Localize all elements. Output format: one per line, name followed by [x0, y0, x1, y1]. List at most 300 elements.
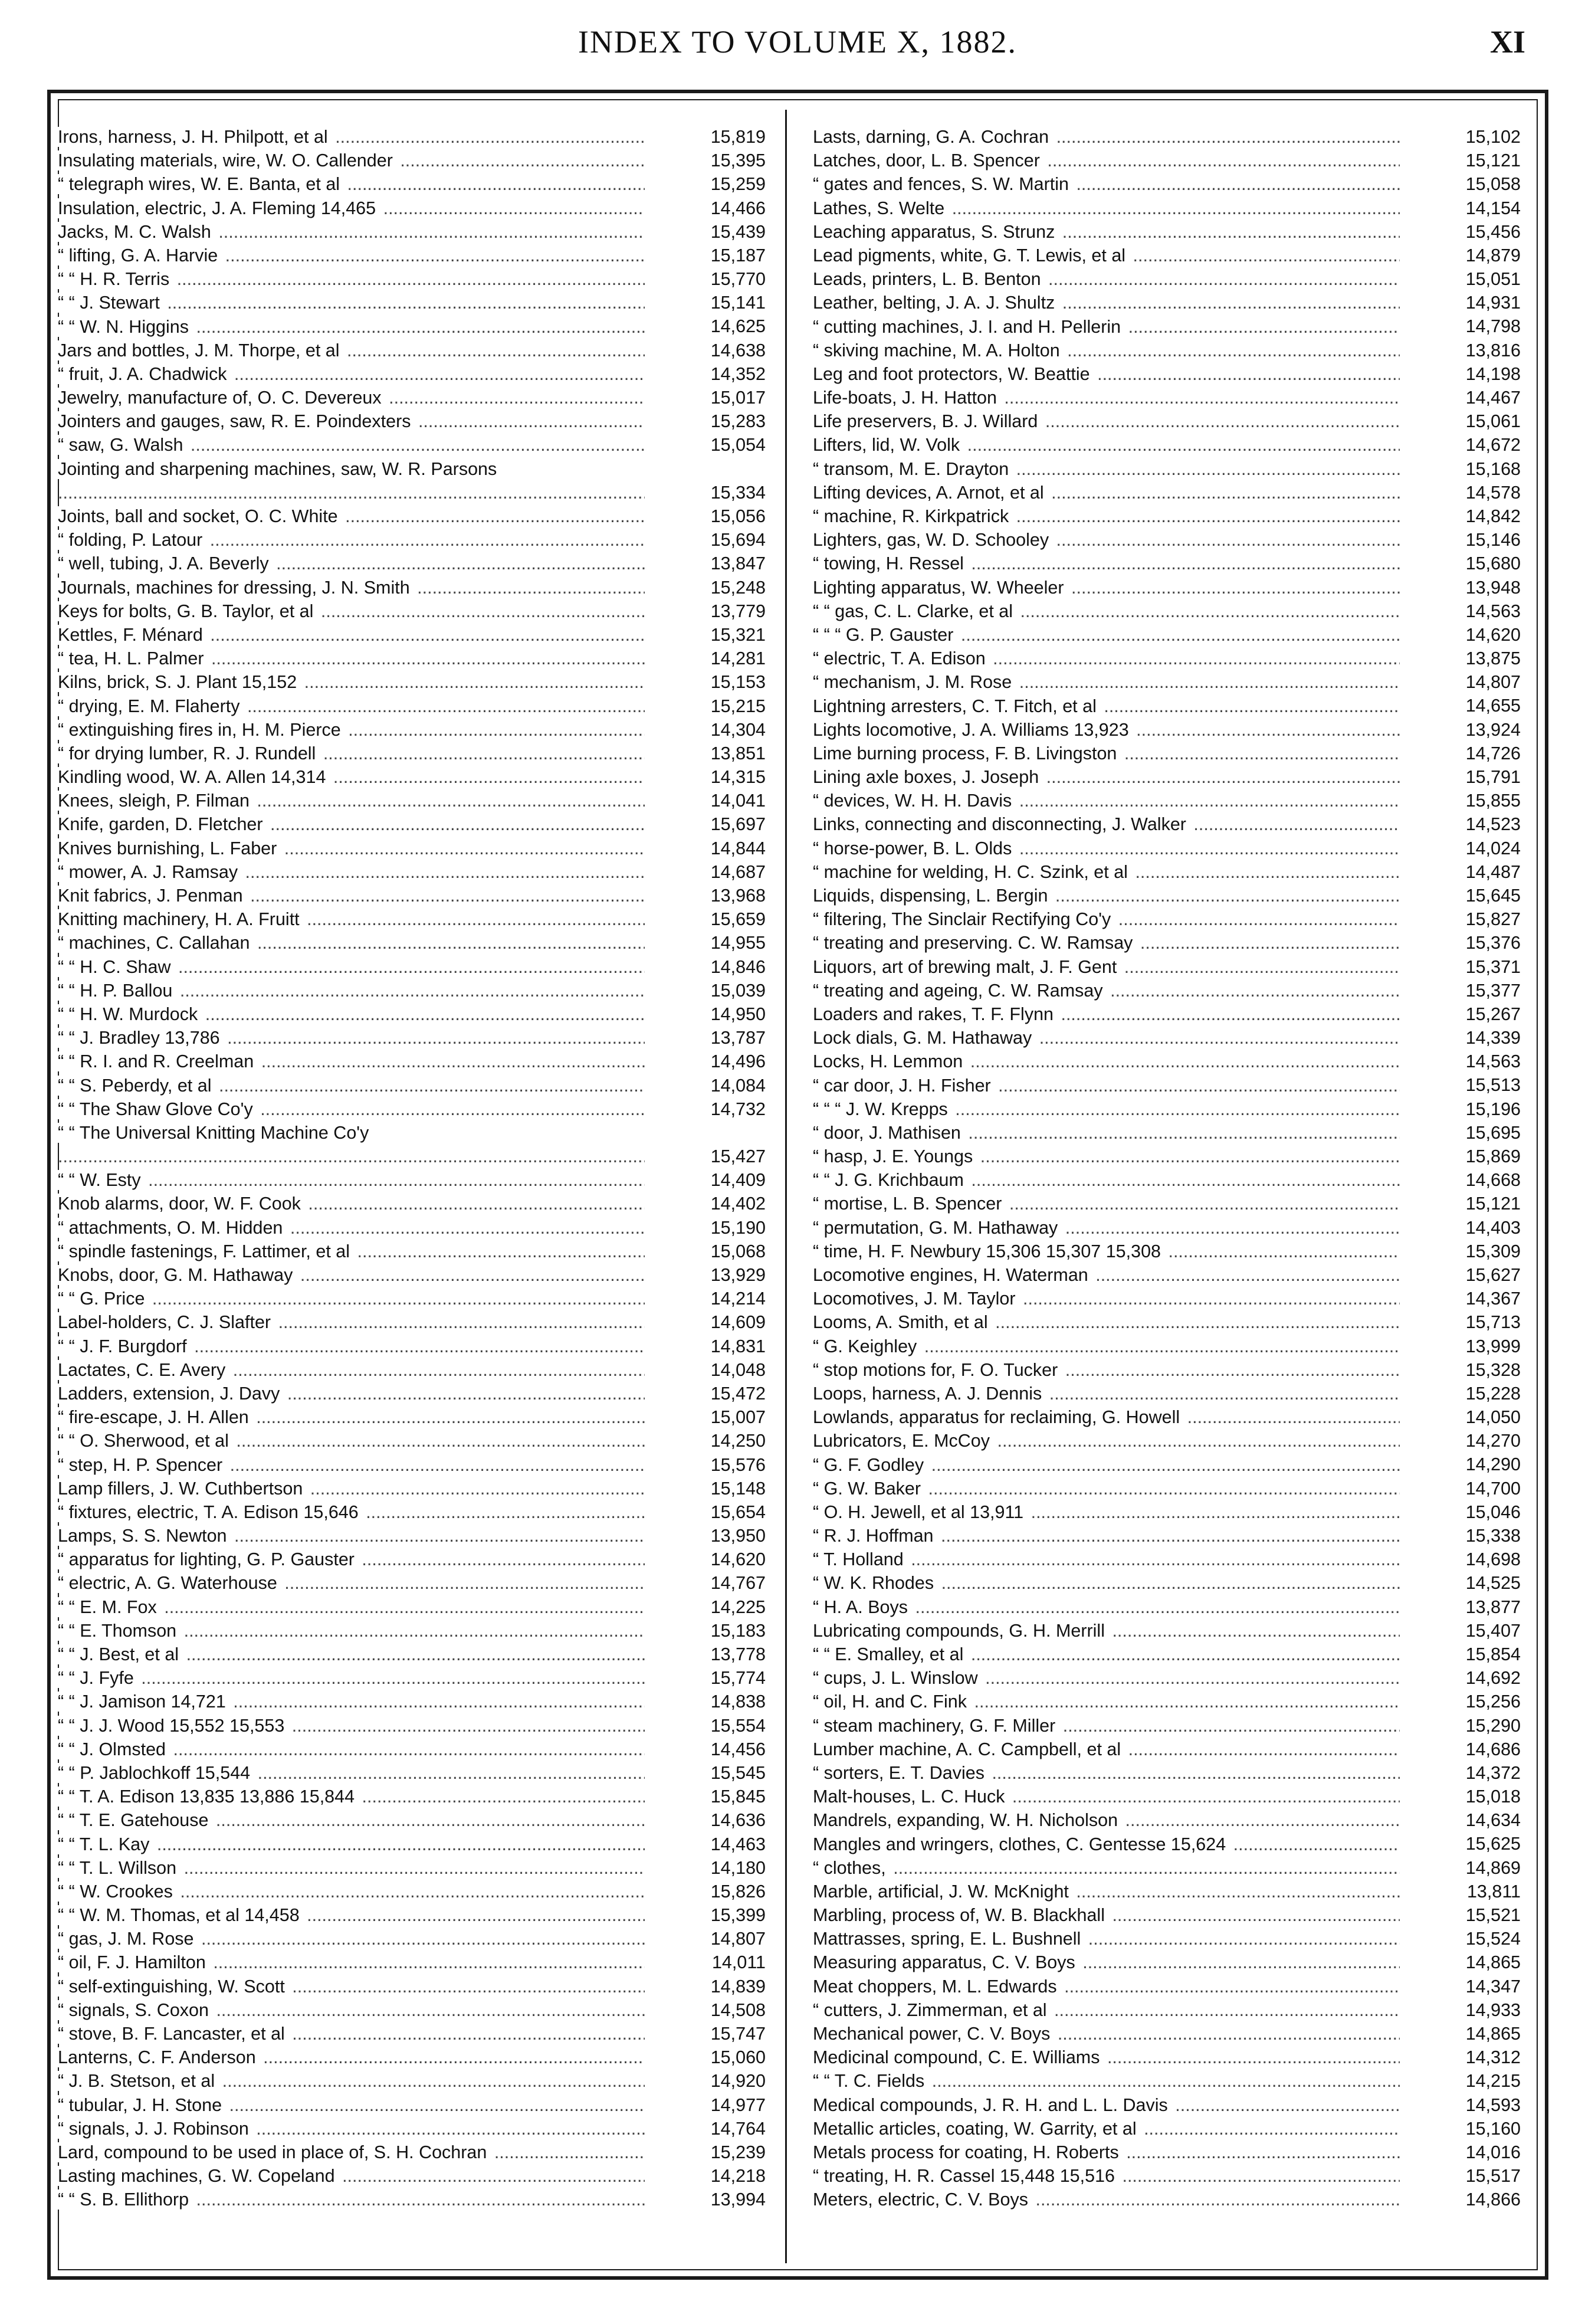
- index-entry: [58, 647, 766, 670]
- entry-label: [58, 1833, 645, 1856]
- entry-text: “ saw, G. Walsh: [58, 435, 185, 455]
- entry-text: “ “ J. Olmsted: [58, 1739, 168, 1759]
- entry-number: 14,225: [710, 1597, 766, 1617]
- index-entry: [58, 1856, 766, 1880]
- index-entry: [813, 1382, 1521, 1405]
- index-entry: [813, 765, 1521, 789]
- entry-text: Leg and foot protectors, W. Beattie: [813, 364, 1092, 384]
- entry-text: “ “ The Shaw Glove Co'y: [58, 1099, 255, 1119]
- entry-text: “ signals, J. J. Robinson: [58, 2119, 251, 2139]
- entry-text: “ “ T. A. Edison 13,835 13,886 15,844: [58, 1787, 357, 1807]
- entry-text: “ “ J. Fyfe: [58, 1668, 136, 1688]
- entry-label: [813, 291, 1400, 314]
- index-entry: [813, 1808, 1521, 1832]
- entry-number: 15,439: [710, 221, 766, 242]
- entry-text: Locomotives, J. M. Taylor: [813, 1289, 1018, 1309]
- entry-text: “ treating and ageing, C. W. Ramsay: [813, 981, 1105, 1001]
- entry-text: Lead pigments, white, G. T. Lewis, et al: [813, 245, 1128, 265]
- entry-label: [58, 1429, 645, 1453]
- entry-text: “ O. H. Jewell, et al 13,911: [813, 1502, 1026, 1522]
- entry-text: “ fire-escape, J. H. Allen: [58, 1407, 251, 1427]
- entry-number: 15,121: [1465, 1194, 1521, 1214]
- entry-text: “ for drying lumber, R. J. Rundell: [58, 743, 318, 763]
- entry-label: [58, 884, 645, 907]
- entry-text: Loops, harness, A. J. Dennis: [813, 1384, 1044, 1404]
- entry-text: “ “ gas, C. L. Clarke, et al: [813, 601, 1015, 621]
- entry-number: 14,798: [1465, 316, 1521, 337]
- index-entry: [58, 362, 766, 386]
- entry-label: [813, 765, 1400, 789]
- index-entry: [813, 955, 1521, 979]
- entry-number: 14,844: [710, 838, 766, 858]
- entry-label: [58, 1192, 645, 1215]
- entry-label: [58, 1808, 645, 1832]
- index-entry: [813, 1358, 1521, 1382]
- right-column: [813, 125, 1521, 2258]
- entry-number: 15,697: [710, 814, 766, 835]
- index-entry: [58, 623, 766, 647]
- entry-number: 14,563: [1465, 1051, 1521, 1072]
- entry-label: [58, 1121, 645, 1168]
- entry-number: 14,339: [1465, 1028, 1521, 1048]
- entry-label: [58, 1002, 645, 1026]
- entry-number: 14,048: [710, 1359, 766, 1380]
- entry-number: 15,056: [710, 506, 766, 526]
- entry-label: [813, 955, 1400, 979]
- entry-number: 14,726: [1465, 743, 1521, 763]
- entry-text: Malt-houses, L. C. Huck: [813, 1787, 1007, 1807]
- entry-number: 15,018: [1465, 1787, 1521, 1807]
- entry-text: Mangles and wringers, clothes, C. Gentesse 15,624: [813, 1834, 1228, 1854]
- entry-number: 15,869: [1465, 1146, 1521, 1167]
- entry-number: 14,620: [1465, 624, 1521, 645]
- index-entry: [813, 1405, 1521, 1429]
- entry-number: 14,024: [1465, 838, 1521, 858]
- entry-text: Lighting apparatus, W. Wheeler: [813, 578, 1066, 598]
- index-entry: [58, 504, 766, 528]
- entry-label: [813, 1026, 1400, 1050]
- entry-label: [813, 1833, 1400, 1856]
- entry-number: 14,372: [1465, 1762, 1521, 1783]
- entry-number: 14,687: [710, 861, 766, 882]
- entry-label: [813, 1074, 1400, 1097]
- entry-label: [58, 1335, 645, 1358]
- entry-number: 15,627: [1465, 1264, 1521, 1285]
- entry-label: [58, 1500, 645, 1524]
- entry-number: 15,513: [1465, 1075, 1521, 1096]
- entry-label: [813, 196, 1400, 220]
- entry-number: 14,508: [710, 2000, 766, 2020]
- entry-text: “ “ W. Crookes: [58, 1882, 175, 1902]
- entry-text: “ G. W. Baker: [813, 1479, 923, 1499]
- entry-label: [58, 267, 645, 291]
- entry-label: [58, 576, 645, 599]
- index-entry: [58, 386, 766, 409]
- entry-label: [813, 931, 1400, 955]
- index-entry: [58, 1927, 766, 1951]
- entry-label: [813, 362, 1400, 386]
- index-entry: [58, 1571, 766, 1595]
- entry-label: [58, 765, 645, 789]
- index-entry: [58, 1761, 766, 1785]
- entry-number: 13,999: [1465, 1336, 1521, 1356]
- entry-number: 13,816: [1465, 340, 1521, 360]
- index-entry: [813, 1145, 1521, 1168]
- entry-text: “ well, tubing, J. A. Beverly: [58, 553, 271, 573]
- entry-label: [813, 1002, 1400, 1026]
- entry-text: Metallic articles, coating, W. Garrity, et al: [813, 2119, 1139, 2139]
- entry-number: 15,039: [710, 980, 766, 1001]
- entry-number: 15,309: [1465, 1241, 1521, 1261]
- entry-text: Loaders and rakes, T. F. Flynn: [813, 1004, 1056, 1024]
- page-header: [0, 24, 1595, 65]
- entry-label: [58, 1382, 645, 1405]
- entry-text: Kettles, F. Ménard: [58, 625, 205, 645]
- entry-label: [813, 1690, 1400, 1713]
- index-entry: [813, 623, 1521, 647]
- entry-number: 15,770: [710, 269, 766, 290]
- entry-number: 14,764: [710, 2118, 766, 2139]
- entry-number: 13,875: [1465, 648, 1521, 669]
- entry-label: [813, 1548, 1400, 1571]
- entry-number: 14,865: [1465, 1952, 1521, 1973]
- entry-number: 14,838: [710, 1692, 766, 1712]
- entry-number: 14,698: [1465, 1549, 1521, 1570]
- entry-number: 14,050: [1465, 1407, 1521, 1428]
- entry-text: “ telegraph wires, W. E. Banta, et al: [58, 174, 342, 194]
- entry-text: “ “ W. Esty: [58, 1170, 143, 1190]
- entry-number: 15,395: [710, 150, 766, 171]
- entry-text: Liquids, dispensing, L. Bergin: [813, 886, 1050, 906]
- entry-text: “ mower, A. J. Ramsay: [58, 862, 240, 882]
- index-entry: [813, 1548, 1521, 1571]
- entry-text: Lights locomotive, J. A. Williams 13,923: [813, 720, 1131, 740]
- entry-number: 15,239: [710, 2142, 766, 2162]
- entry-number: 15,554: [710, 1715, 766, 1736]
- index-entry: [58, 315, 766, 339]
- entry-text: Medical compounds, J. R. H. and L. L. Davis: [813, 2095, 1170, 2115]
- entry-text: Locks, H. Lemmon: [813, 1051, 965, 1071]
- entry-text: “ treating, H. R. Cassel 15,448 15,516: [813, 2166, 1117, 2186]
- index-entry: [58, 1429, 766, 1453]
- index-entry: [813, 1026, 1521, 1050]
- entry-text: Knives burnishing, L. Faber: [58, 838, 279, 858]
- entry-number: 14,215: [1465, 2071, 1521, 2092]
- entry-number: 13,847: [710, 553, 766, 574]
- entry-label: [813, 528, 1400, 552]
- entry-label: [58, 149, 645, 172]
- entry-number: 14,496: [710, 1051, 766, 1072]
- entry-label: [58, 457, 645, 504]
- index-entry: [58, 2046, 766, 2069]
- index-entry: [813, 1951, 1521, 1974]
- entry-label: [58, 1168, 645, 1192]
- entry-number: 15,334: [710, 482, 766, 503]
- entry-number: 14,403: [1465, 1217, 1521, 1238]
- index-entry: [813, 1880, 1521, 1903]
- index-entry: [58, 1121, 766, 1168]
- entry-label: [58, 1951, 645, 1974]
- entry-number: 14,950: [710, 1004, 766, 1024]
- entry-text: “ mortise, L. B. Spencer: [813, 1194, 1004, 1214]
- index-entry: [58, 409, 766, 433]
- entry-text: Ladders, extension, J. Davy: [58, 1384, 282, 1404]
- entry-label: [58, 125, 645, 149]
- entry-number: 14,180: [710, 1857, 766, 1878]
- index-entry: [58, 1263, 766, 1287]
- entry-number: 15,791: [1465, 767, 1521, 788]
- entry-label: [58, 172, 645, 196]
- entry-number: 15,694: [710, 530, 766, 550]
- entry-number: 15,061: [1465, 411, 1521, 432]
- entry-label: [58, 907, 645, 931]
- entry-label: [813, 1595, 1400, 1619]
- entry-label: [813, 172, 1400, 196]
- entry-label: [813, 339, 1400, 362]
- index-entry: [813, 1500, 1521, 1524]
- entry-text: “ J. B. Stetson, et al: [58, 2071, 217, 2091]
- index-entry: [58, 1524, 766, 1548]
- entry-label: [813, 742, 1400, 765]
- entry-text: “ electric, T. A. Edison: [813, 648, 988, 668]
- entry-number: 14,767: [710, 1573, 766, 1594]
- entry-number: 14,655: [1465, 696, 1521, 716]
- index-entry: [813, 1927, 1521, 1951]
- index-entry: [813, 2069, 1521, 2093]
- index-entry: [813, 1714, 1521, 1738]
- index-entry: [813, 196, 1521, 220]
- entry-label: [58, 220, 645, 244]
- entry-number: 13,877: [1465, 1597, 1521, 1617]
- entry-text: “ “ T. L. Kay: [58, 1834, 152, 1854]
- entry-text: Lard, compound to be used in place of, S. H. Cochran: [58, 2142, 489, 2162]
- index-entry: [813, 931, 1521, 955]
- entry-label: [813, 623, 1400, 647]
- entry-text: Joints, ball and socket, O. C. White: [58, 506, 340, 526]
- entry-number: 15,007: [710, 1407, 766, 1428]
- entry-number: 14,487: [1465, 861, 1521, 882]
- entry-label: [813, 1335, 1400, 1358]
- index-entry: [58, 1287, 766, 1310]
- page-title: INDEX TO VOLUME X, 1882.: [578, 24, 1017, 60]
- entry-label: [813, 2022, 1400, 2046]
- index-entry: [813, 1571, 1521, 1595]
- index-entry: [813, 362, 1521, 386]
- entry-label: [58, 291, 645, 314]
- entry-label: [813, 1453, 1400, 1477]
- entry-label: [58, 1595, 645, 1619]
- entry-number: 15,054: [710, 435, 766, 455]
- entry-label: [813, 1500, 1400, 1524]
- index-entry: [58, 149, 766, 172]
- index-entry: [58, 220, 766, 244]
- entry-label: [813, 837, 1400, 860]
- entry-label: [813, 386, 1400, 409]
- entry-label: [58, 1761, 645, 1785]
- entry-text: “ cups, J. L. Winslow: [813, 1668, 980, 1688]
- entry-text: “ towing, H. Ressel: [813, 553, 966, 573]
- entry-number: 15,845: [710, 1787, 766, 1807]
- entry-number: 15,183: [710, 1620, 766, 1641]
- entry-label: [813, 1287, 1400, 1310]
- entry-label: [813, 125, 1400, 149]
- entry-text: Lighters, gas, W. D. Schooley: [813, 530, 1051, 550]
- index-entry: [813, 457, 1521, 481]
- index-entry: [813, 1335, 1521, 1358]
- entry-number: 15,190: [710, 1217, 766, 1238]
- entry-number: 14,842: [1465, 506, 1521, 526]
- index-entry: [813, 1477, 1521, 1500]
- entry-label: [58, 433, 645, 457]
- index-entry: [58, 1975, 766, 1998]
- entry-label: [58, 1524, 645, 1548]
- index-entry: [58, 812, 766, 836]
- entry-label: [58, 1358, 645, 1382]
- entry-text: Leather, belting, J. A. J. Shultz: [813, 293, 1057, 313]
- entry-number: 14,977: [710, 2094, 766, 2115]
- entry-label: [813, 1808, 1400, 1832]
- entry-number: 15,456: [1465, 221, 1521, 242]
- index-entry: [813, 1097, 1521, 1121]
- index-entry: [58, 244, 766, 267]
- entry-label: [813, 1429, 1400, 1453]
- entry-text: Irons, harness, J. H. Philpott, et al: [58, 127, 330, 147]
- entry-text: Insulating materials, wire, W. O. Callender: [58, 150, 395, 171]
- index-entry: [813, 1429, 1521, 1453]
- entry-text: Lanterns, C. F. Anderson: [58, 2047, 258, 2067]
- entry-label: [58, 860, 645, 884]
- entry-label: [813, 267, 1400, 291]
- entry-label: [813, 1405, 1400, 1429]
- entry-label: [58, 552, 645, 575]
- entry-number: 14,304: [710, 719, 766, 740]
- entry-text: “ oil, F. J. Hamilton: [58, 1952, 208, 1972]
- entry-text: “ “ H. P. Ballou: [58, 981, 175, 1001]
- index-entry: [813, 1168, 1521, 1192]
- entry-label: [58, 2069, 645, 2093]
- entry-number: 14,879: [1465, 245, 1521, 265]
- entry-number: 14,920: [710, 2071, 766, 2092]
- entry-text: “ “ E. Smalley, et al: [813, 1644, 966, 1664]
- page-number: XI: [1489, 24, 1525, 60]
- index-entry: [58, 1833, 766, 1856]
- entry-text: “ “ H. W. Murdock: [58, 1004, 200, 1024]
- index-entry: [58, 2188, 766, 2211]
- entry-label: [58, 1074, 645, 1097]
- entry-label: [813, 1927, 1400, 1951]
- entry-label: [813, 1097, 1400, 1121]
- entry-label: [813, 1382, 1400, 1405]
- index-entry: [813, 1240, 1521, 1263]
- index-entry: [813, 1903, 1521, 1927]
- entry-label: [813, 670, 1400, 694]
- entry-number: 15,248: [710, 577, 766, 598]
- entry-text: “ step, H. P. Spencer: [58, 1455, 225, 1475]
- entry-text: Marbling, process of, W. B. Blackhall: [813, 1905, 1107, 1925]
- entry-label: [58, 409, 645, 433]
- index-entry: [813, 504, 1521, 528]
- entry-label: [58, 670, 645, 694]
- entry-text: Lamps, S. S. Newton: [58, 1526, 229, 1546]
- entry-number: 15,695: [1465, 1122, 1521, 1143]
- entry-number: 15,228: [1465, 1383, 1521, 1404]
- entry-text: Mandrels, expanding, W. H. Nicholson: [813, 1810, 1120, 1830]
- entry-text: “ fixtures, electric, T. A. Edison 15,646: [58, 1502, 361, 1522]
- entry-text: Lightning arresters, C. T. Fitch, et al: [813, 696, 1099, 716]
- entry-number: 15,259: [710, 174, 766, 195]
- entry-text: Insulation, electric, J. A. Fleming 14,465: [58, 198, 378, 218]
- index-entry: [813, 409, 1521, 433]
- entry-number: 15,827: [1465, 909, 1521, 930]
- entry-text: “ tea, H. L. Palmer: [58, 648, 206, 668]
- index-entry: [58, 1714, 766, 1738]
- entry-text: Lining axle boxes, J. Joseph: [813, 767, 1041, 787]
- entry-text: “ H. A. Boys: [813, 1597, 910, 1617]
- entry-number: 15,160: [1465, 2118, 1521, 2139]
- index-entry: [58, 552, 766, 575]
- entry-number: 14,290: [1465, 1454, 1521, 1475]
- index-entry: [58, 884, 766, 907]
- entry-number: 14,931: [1465, 293, 1521, 313]
- index-entry: [58, 2117, 766, 2141]
- entry-text: “ extinguishing fires in, H. M. Pierce: [58, 720, 343, 740]
- entry-label: [813, 1477, 1400, 1500]
- entry-text: “ “ E. M. Fox: [58, 1597, 159, 1617]
- index-entry: [813, 2022, 1521, 2046]
- entry-number: 14,198: [1465, 363, 1521, 384]
- entry-number: 14,281: [710, 648, 766, 669]
- entry-text: “ hasp, J. E. Youngs: [813, 1146, 975, 1166]
- entry-label: [58, 1453, 645, 1477]
- entry-number: 14,866: [1465, 2189, 1521, 2210]
- entry-number: 14,084: [710, 1075, 766, 1096]
- entry-number: 14,467: [1465, 388, 1521, 408]
- index-entry: [58, 931, 766, 955]
- index-entry: [813, 1074, 1521, 1097]
- index-entry: [813, 812, 1521, 836]
- index-entry: [813, 1666, 1521, 1690]
- entry-number: 14,865: [1465, 2023, 1521, 2044]
- index-entry: [58, 1240, 766, 1263]
- entry-label: [813, 694, 1400, 718]
- index-entry: [58, 433, 766, 457]
- entry-text: Knife, garden, D. Fletcher: [58, 814, 265, 834]
- entry-text: Mechanical power, C. V. Boys: [813, 2024, 1052, 2044]
- index-entry: [813, 1121, 1521, 1145]
- index-entry: [813, 1975, 1521, 1998]
- index-entry: [58, 1998, 766, 2022]
- entry-text: “ stop motions for, F. O. Tucker: [813, 1360, 1060, 1380]
- index-entry: [813, 1738, 1521, 1761]
- entry-label: [813, 860, 1400, 884]
- index-entry: [58, 1097, 766, 1121]
- entry-text: “ “ E. Thomson: [58, 1621, 179, 1641]
- entry-text: “ “ G. Price: [58, 1289, 147, 1309]
- entry-number: 15,376: [1465, 933, 1521, 953]
- entry-text: Medicinal compound, C. E. Williams: [813, 2047, 1102, 2067]
- entry-text: “ “ T. E. Gatehouse: [58, 1810, 211, 1830]
- entry-number: 13,968: [710, 886, 766, 906]
- index-entry: [58, 1192, 766, 1215]
- entry-text: Lasts, darning, G. A. Cochran: [813, 127, 1051, 147]
- index-entry: [58, 196, 766, 220]
- index-entry: [813, 1216, 1521, 1240]
- entry-number: 14,634: [1465, 1810, 1521, 1831]
- index-entry: [58, 1002, 766, 1026]
- index-entry: [58, 1690, 766, 1713]
- entry-label: [813, 576, 1400, 599]
- entry-label: [813, 1785, 1400, 1808]
